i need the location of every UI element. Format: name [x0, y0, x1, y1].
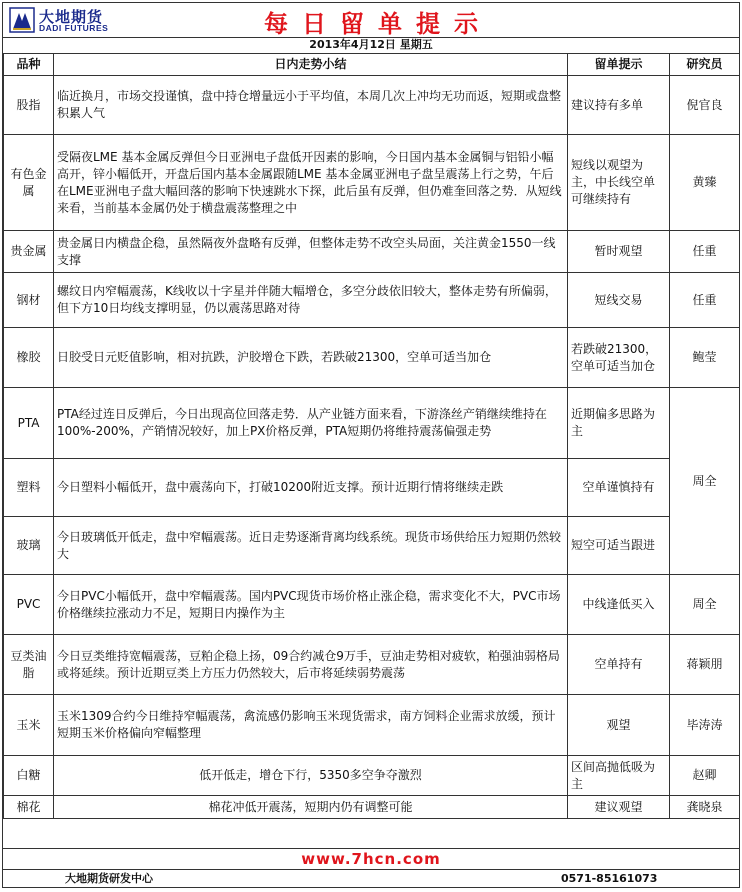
- recommendation-table: [3, 53, 740, 819]
- logo-cn-text: 大地期货: [39, 8, 104, 26]
- row-tip: 中线逢低买入: [568, 575, 670, 635]
- col-header-category: 品种: [4, 54, 54, 76]
- dadi-logo-icon: [9, 7, 35, 33]
- row-analyst: 黄臻: [670, 135, 740, 231]
- row-analyst: 倪官良: [670, 76, 740, 135]
- row-analyst: 任重: [670, 231, 740, 273]
- row-category: 白糖: [4, 756, 54, 796]
- row-tip: 观望: [568, 695, 670, 756]
- row-analyst: 龚晓泉: [670, 796, 740, 819]
- row-category: 棉花: [4, 796, 54, 819]
- footer-bar: [3, 869, 739, 887]
- row-tip: 暂时观望: [568, 231, 670, 273]
- logo-en-text: DADI FUTURES: [39, 23, 109, 33]
- table-row: [4, 76, 740, 135]
- row-category: 橡胶: [4, 328, 54, 388]
- row-category: 玉米: [4, 695, 54, 756]
- row-category: 玻璃: [4, 517, 54, 575]
- row-summary: PTA经过连日反弹后，今日出现高位回落走势．从产业链方面来看，下游涤丝产销继续维持在100%-200%，产销情况较好，加上PX价格反弹，PTA短期仍将维持震荡偏强走势: [54, 388, 568, 459]
- row-summary: 受隔夜LME 基本金属反弹但今日亚洲电子盘低开因素的影响，今日国内基本金属铜与铝铅小幅高开，锌小幅低开，开盘后国内基本金属跟随LME 基本金属亚洲电子盘呈震荡上行之势，午后在LME亚洲电子盘大幅回落的影响下快速跳水下探，此后虽有反弹，但仍难奎回落之势．从短线来看，当前基本金属仍处于横盘震荡整理之中: [54, 135, 568, 231]
- row-category: 贵金属: [4, 231, 54, 273]
- row-analyst: 毕涛涛: [670, 695, 740, 756]
- row-summary: 低开低走，增仓下行，5350多空争夺激烈: [54, 756, 568, 796]
- row-summary: 今日PVC小幅低开，盘中窄幅震荡。国内PVC现货市场价格止涨企稳，需求变化不大，PVC市场价格继续拉涨动力不足，短期日内操作为主: [54, 575, 568, 635]
- table-row: [4, 231, 740, 273]
- row-analyst: 蒋颖朋: [670, 635, 740, 695]
- row-category: 钢材: [4, 273, 54, 328]
- row-summary: 玉米1309合约今日维持窄幅震荡，禽流感仍影响玉米现货需求，南方饲料企业需求放缓，预计短期玉米价格偏向窄幅整理: [54, 695, 568, 756]
- row-summary: 今日玻璃低开低走，盘中窄幅震荡。近日走势逐渐背离均线系统。现货市场供给压力短期仍然较大: [54, 517, 568, 575]
- row-tip: 短空可适当跟进: [568, 517, 670, 575]
- website-watermark: www.7hcn.com: [301, 850, 441, 868]
- row-summary: 日胶受日元贬值影响，相对抗跌，沪胶增仓下跌，若跌破21300，空单可适当加仓: [54, 328, 568, 388]
- row-analyst-merged: 周全: [670, 388, 740, 575]
- company-logo: [9, 6, 129, 34]
- row-tip: 空单持有: [568, 635, 670, 695]
- row-category: PTA: [4, 388, 54, 459]
- row-category: 豆类油脂: [4, 635, 54, 695]
- row-category: PVC: [4, 575, 54, 635]
- row-summary: 螺纹日内窄幅震荡，K线收以十字星并伴随大幅增仓，多空分歧依旧较大，整体走势有所偏弱，但下方10日均线支撑明显，仍以震荡思路对待: [54, 273, 568, 328]
- table-row: [4, 388, 740, 459]
- row-summary: 今日塑料小幅低开，盘中震荡向下，打破10200附近支撑。预计近期行情将继续走跌: [54, 459, 568, 517]
- row-category: 塑料: [4, 459, 54, 517]
- row-analyst: 任重: [670, 273, 740, 328]
- table-row: [4, 273, 740, 328]
- footer-phone: 0571-85161073: [561, 872, 658, 885]
- page-title: 每日留单提示: [264, 10, 492, 38]
- table-header-row: [4, 54, 740, 76]
- row-tip: 短线交易: [568, 273, 670, 328]
- table-row: [4, 796, 740, 819]
- row-summary: 棉花冲低开震荡，短期内仍有调整可能: [54, 796, 568, 819]
- row-analyst: 鲍莹: [670, 328, 740, 388]
- col-header-tip: 留单提示: [568, 54, 670, 76]
- row-tip: 空单谨慎持有: [568, 459, 670, 517]
- table-row: [4, 756, 740, 796]
- row-analyst: 周全: [670, 575, 740, 635]
- table-row: [4, 459, 740, 517]
- report-header: [3, 3, 739, 38]
- table-row: [4, 575, 740, 635]
- col-header-summary: 日内走势小结: [54, 54, 568, 76]
- table-row: [4, 635, 740, 695]
- report-footer: [3, 848, 739, 887]
- row-analyst: 赵卿: [670, 756, 740, 796]
- row-tip: 区间高抛低吸为主: [568, 756, 670, 796]
- report-date: 2013年4月12日 星期五: [3, 37, 739, 54]
- footer-org: 大地期货研发中心: [65, 872, 153, 885]
- row-tip: 短线以观望为主，中长线空单可继续持有: [568, 135, 670, 231]
- table-row: [4, 328, 740, 388]
- table-row: [4, 135, 740, 231]
- row-tip: 建议观望: [568, 796, 670, 819]
- table-row: [4, 695, 740, 756]
- row-tip: 建议持有多单: [568, 76, 670, 135]
- col-header-analyst: 研究员: [670, 54, 740, 76]
- row-summary: 贵金属日内横盘企稳，虽然隔夜外盘略有反弹，但整体走势不改空头局面，关注黄金1550一线支撑: [54, 231, 568, 273]
- row-tip: 若跌破21300，空单可适当加仓: [568, 328, 670, 388]
- row-summary: 今日豆类维持宽幅震荡，豆粕企稳上扬，09合约减仓9万手，豆油走势相对疲软，粕强油弱格局或将延续。预计近期豆类上方压力仍然较大，后市将延续弱势震荡: [54, 635, 568, 695]
- row-summary: 临近换月，市场交投谨慎，盘中持仓增量远小于平均值，本周几次上冲均无功而返，短期或盘整积累人气: [54, 76, 568, 135]
- report-sheet: [2, 2, 740, 888]
- row-category: 股指: [4, 76, 54, 135]
- row-tip: 近期偏多思路为主: [568, 388, 670, 459]
- row-category: 有色金属: [4, 135, 54, 231]
- table-row: [4, 517, 740, 575]
